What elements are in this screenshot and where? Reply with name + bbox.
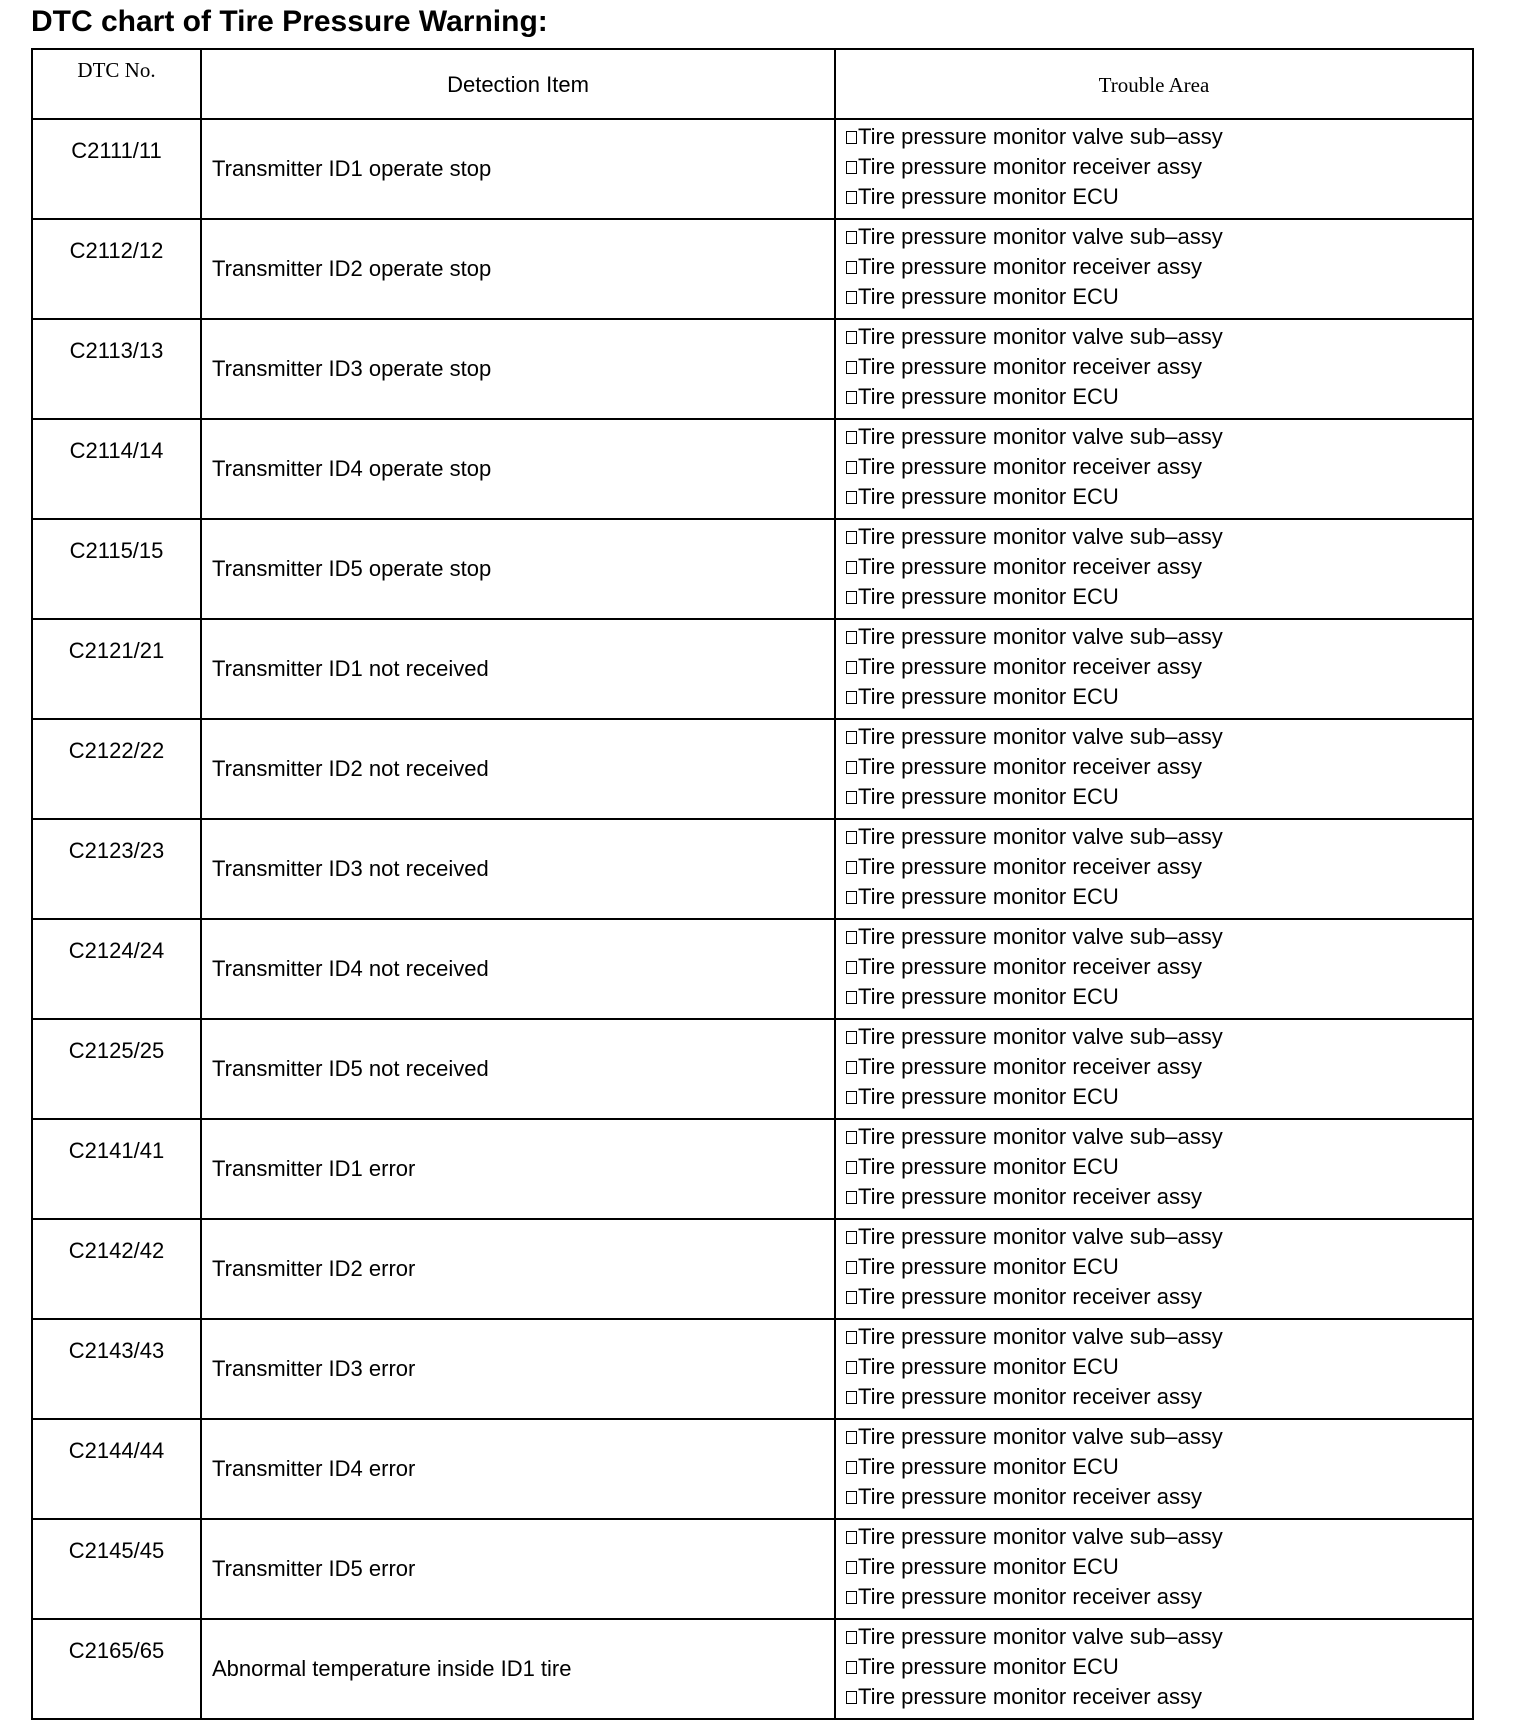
- trouble-area-item: [846, 1082, 1472, 1112]
- checkbox-icon: [846, 831, 857, 844]
- trouble-area-text: Tire pressure monitor ECU: [858, 284, 1119, 309]
- dtc-code: C2121/21: [32, 619, 201, 719]
- trouble-area-text: Tire pressure monitor receiver assy: [858, 854, 1202, 879]
- checkbox-icon: [846, 1361, 857, 1374]
- table-row: [32, 719, 1473, 819]
- trouble-area-cell: [835, 1419, 1473, 1519]
- detection-item: Transmitter ID3 operate stop: [201, 319, 835, 419]
- checkbox-icon: [846, 1591, 857, 1604]
- trouble-area-text: Tire pressure monitor receiver assy: [858, 1684, 1202, 1709]
- checkbox-icon: [846, 561, 857, 574]
- checkbox-icon: [846, 1091, 857, 1104]
- trouble-area-item: [846, 1552, 1472, 1582]
- checkbox-icon: [846, 161, 857, 174]
- trouble-area-item: [846, 182, 1472, 212]
- dtc-code: C2143/43: [32, 1319, 201, 1419]
- table-row: [32, 219, 1473, 319]
- dtc-code: C2111/11: [32, 119, 201, 219]
- checkbox-icon: [846, 1631, 857, 1644]
- trouble-area-item: [846, 1682, 1472, 1712]
- trouble-area-item: [846, 352, 1472, 382]
- checkbox-icon: [846, 1691, 857, 1704]
- table-row: [32, 1419, 1473, 1519]
- trouble-area-text: Tire pressure monitor valve sub–assy: [858, 524, 1223, 549]
- checkbox-icon: [846, 261, 857, 274]
- trouble-area-cell: [835, 1619, 1473, 1719]
- checkbox-icon: [846, 391, 857, 404]
- detection-item: Transmitter ID3 error: [201, 1319, 835, 1419]
- checkbox-icon: [846, 1191, 857, 1204]
- trouble-area-text: Tire pressure monitor valve sub–assy: [858, 724, 1223, 749]
- dtc-code: C2145/45: [32, 1519, 201, 1619]
- trouble-area-item: [846, 482, 1472, 512]
- detection-item: Transmitter ID1 operate stop: [201, 119, 835, 219]
- trouble-area-text: Tire pressure monitor valve sub–assy: [858, 824, 1223, 849]
- detection-item: Transmitter ID2 error: [201, 1219, 835, 1319]
- trouble-area-item: [846, 1452, 1472, 1482]
- trouble-area-text: Tire pressure monitor valve sub–assy: [858, 1224, 1223, 1249]
- dtc-code: C2144/44: [32, 1419, 201, 1519]
- trouble-area-text: Tire pressure monitor ECU: [858, 884, 1119, 909]
- detection-item: Transmitter ID1 not received: [201, 619, 835, 719]
- trouble-area-item: [846, 822, 1472, 852]
- dtc-code: C2114/14: [32, 419, 201, 519]
- checkbox-icon: [846, 1431, 857, 1444]
- dtc-code: C2113/13: [32, 319, 201, 419]
- trouble-area-item: [846, 252, 1472, 282]
- checkbox-icon: [846, 631, 857, 644]
- trouble-area-item: [846, 682, 1472, 712]
- trouble-area-item: [846, 752, 1472, 782]
- trouble-area-text: Tire pressure monitor receiver assy: [858, 1184, 1202, 1209]
- checkbox-icon: [846, 491, 857, 504]
- dtc-code: C2123/23: [32, 819, 201, 919]
- column-header-detection-item: Detection Item: [201, 49, 835, 119]
- detection-item: Transmitter ID4 operate stop: [201, 419, 835, 519]
- checkbox-icon: [846, 1161, 857, 1174]
- trouble-area-text: Tire pressure monitor valve sub–assy: [858, 1024, 1223, 1049]
- checkbox-icon: [846, 1491, 857, 1504]
- checkbox-icon: [846, 791, 857, 804]
- trouble-area-text: Tire pressure monitor receiver assy: [858, 1054, 1202, 1079]
- trouble-area-text: Tire pressure monitor valve sub–assy: [858, 624, 1223, 649]
- trouble-area-text: Tire pressure monitor valve sub–assy: [858, 1624, 1223, 1649]
- checkbox-icon: [846, 961, 857, 974]
- trouble-area-item: [846, 382, 1472, 412]
- trouble-area-text: Tire pressure monitor ECU: [858, 1554, 1119, 1579]
- trouble-area-item: [846, 652, 1472, 682]
- checkbox-icon: [846, 991, 857, 1004]
- trouble-area-item: [846, 322, 1472, 352]
- checkbox-icon: [846, 661, 857, 674]
- trouble-area-text: Tire pressure monitor receiver assy: [858, 1584, 1202, 1609]
- table-row: [32, 1219, 1473, 1319]
- trouble-area-cell: [835, 519, 1473, 619]
- checkbox-icon: [846, 431, 857, 444]
- checkbox-icon: [846, 1391, 857, 1404]
- trouble-area-item: [846, 622, 1472, 652]
- trouble-area-text: Tire pressure monitor valve sub–assy: [858, 1324, 1223, 1349]
- trouble-area-cell: [835, 1219, 1473, 1319]
- trouble-area-text: Tire pressure monitor ECU: [858, 1454, 1119, 1479]
- trouble-area-item: [846, 782, 1472, 812]
- trouble-area-text: Tire pressure monitor valve sub–assy: [858, 1424, 1223, 1449]
- trouble-area-text: Tire pressure monitor valve sub–assy: [858, 1124, 1223, 1149]
- checkbox-icon: [846, 361, 857, 374]
- checkbox-icon: [846, 1561, 857, 1574]
- trouble-area-item: [846, 122, 1472, 152]
- checkbox-icon: [846, 1531, 857, 1544]
- trouble-area-cell: [835, 1519, 1473, 1619]
- table-row: [32, 419, 1473, 519]
- trouble-area-item: [846, 1352, 1472, 1382]
- checkbox-icon: [846, 331, 857, 344]
- trouble-area-cell: [835, 1319, 1473, 1419]
- trouble-area-cell: [835, 319, 1473, 419]
- table-row: [32, 519, 1473, 619]
- trouble-area-item: [846, 552, 1472, 582]
- trouble-area-text: Tire pressure monitor receiver assy: [858, 454, 1202, 479]
- dtc-code: C2124/24: [32, 919, 201, 1019]
- trouble-area-text: Tire pressure monitor ECU: [858, 1154, 1119, 1179]
- detection-item: Transmitter ID2 operate stop: [201, 219, 835, 319]
- trouble-area-text: Tire pressure monitor receiver assy: [858, 154, 1202, 179]
- detection-item: Transmitter ID5 not received: [201, 1019, 835, 1119]
- trouble-area-text: Tire pressure monitor receiver assy: [858, 1384, 1202, 1409]
- trouble-area-item: [846, 582, 1472, 612]
- trouble-area-text: Tire pressure monitor receiver assy: [858, 654, 1202, 679]
- trouble-area-item: [846, 1152, 1472, 1182]
- trouble-area-text: Tire pressure monitor ECU: [858, 784, 1119, 809]
- detection-item: Transmitter ID4 error: [201, 1419, 835, 1519]
- table-row: [32, 1519, 1473, 1619]
- dtc-code: C2125/25: [32, 1019, 201, 1119]
- trouble-area-item: [846, 1422, 1472, 1452]
- table-row: [32, 1119, 1473, 1219]
- checkbox-icon: [846, 1291, 857, 1304]
- trouble-area-item: [846, 522, 1472, 552]
- checkbox-icon: [846, 461, 857, 474]
- detection-item: Transmitter ID5 error: [201, 1519, 835, 1619]
- checkbox-icon: [846, 1261, 857, 1274]
- trouble-area-text: Tire pressure monitor receiver assy: [858, 954, 1202, 979]
- table-row: [32, 319, 1473, 419]
- table-header-row: [32, 49, 1473, 119]
- trouble-area-item: [846, 1382, 1472, 1412]
- trouble-area-item: [846, 882, 1472, 912]
- checkbox-icon: [846, 591, 857, 604]
- trouble-area-item: [846, 1622, 1472, 1652]
- detection-item: Transmitter ID5 operate stop: [201, 519, 835, 619]
- table-row: [32, 819, 1473, 919]
- trouble-area-text: Tire pressure monitor ECU: [858, 1654, 1119, 1679]
- checkbox-icon: [846, 1131, 857, 1144]
- dtc-code: C2141/41: [32, 1119, 201, 1219]
- trouble-area-cell: [835, 719, 1473, 819]
- trouble-area-text: Tire pressure monitor valve sub–assy: [858, 324, 1223, 349]
- trouble-area-text: Tire pressure monitor ECU: [858, 984, 1119, 1009]
- detection-item: Transmitter ID2 not received: [201, 719, 835, 819]
- column-header-dtc-no: DTC No.: [32, 49, 201, 119]
- dtc-code: C2115/15: [32, 519, 201, 619]
- trouble-area-item: [846, 852, 1472, 882]
- table-row: [32, 1619, 1473, 1719]
- table-row: [32, 1019, 1473, 1119]
- trouble-area-cell: [835, 119, 1473, 219]
- trouble-area-cell: [835, 819, 1473, 919]
- checkbox-icon: [846, 131, 857, 144]
- trouble-area-text: Tire pressure monitor receiver assy: [858, 1284, 1202, 1309]
- trouble-area-item: [846, 1482, 1472, 1512]
- trouble-area-item: [846, 452, 1472, 482]
- checkbox-icon: [846, 1231, 857, 1244]
- trouble-area-item: [846, 722, 1472, 752]
- checkbox-icon: [846, 1061, 857, 1074]
- trouble-area-cell: [835, 619, 1473, 719]
- trouble-area-text: Tire pressure monitor ECU: [858, 1354, 1119, 1379]
- checkbox-icon: [846, 861, 857, 874]
- trouble-area-item: [846, 1282, 1472, 1312]
- trouble-area-item: [846, 222, 1472, 252]
- trouble-area-cell: [835, 419, 1473, 519]
- trouble-area-cell: [835, 1119, 1473, 1219]
- dtc-code: C2112/12: [32, 219, 201, 319]
- checkbox-icon: [846, 231, 857, 244]
- checkbox-icon: [846, 761, 857, 774]
- checkbox-icon: [846, 691, 857, 704]
- dtc-table: [31, 48, 1474, 1720]
- trouble-area-item: [846, 922, 1472, 952]
- checkbox-icon: [846, 731, 857, 744]
- trouble-area-text: Tire pressure monitor valve sub–assy: [858, 1524, 1223, 1549]
- trouble-area-text: Tire pressure monitor valve sub–assy: [858, 224, 1223, 249]
- checkbox-icon: [846, 1461, 857, 1474]
- trouble-area-item: [846, 952, 1472, 982]
- trouble-area-item: [846, 1222, 1472, 1252]
- dtc-code: C2142/42: [32, 1219, 201, 1319]
- trouble-area-item: [846, 1022, 1472, 1052]
- trouble-area-item: [846, 422, 1472, 452]
- trouble-area-text: Tire pressure monitor ECU: [858, 1254, 1119, 1279]
- checkbox-icon: [846, 891, 857, 904]
- trouble-area-item: [846, 1652, 1472, 1682]
- checkbox-icon: [846, 1661, 857, 1674]
- trouble-area-item: [846, 1122, 1472, 1152]
- trouble-area-text: Tire pressure monitor valve sub–assy: [858, 924, 1223, 949]
- table-row: [32, 119, 1473, 219]
- trouble-area-text: Tire pressure monitor receiver assy: [858, 554, 1202, 579]
- checkbox-icon: [846, 191, 857, 204]
- trouble-area-text: Tire pressure monitor receiver assy: [858, 1484, 1202, 1509]
- page-title: DTC chart of Tire Pressure Warning:: [31, 5, 548, 38]
- trouble-area-item: [846, 1322, 1472, 1352]
- table-row: [32, 919, 1473, 1019]
- trouble-area-text: Tire pressure monitor ECU: [858, 584, 1119, 609]
- table-row: [32, 1319, 1473, 1419]
- trouble-area-item: [846, 1582, 1472, 1612]
- trouble-area-item: [846, 982, 1472, 1012]
- column-header-trouble-area: Trouble Area: [835, 49, 1473, 119]
- checkbox-icon: [846, 931, 857, 944]
- trouble-area-text: Tire pressure monitor ECU: [858, 184, 1119, 209]
- checkbox-icon: [846, 1031, 857, 1044]
- table-row: [32, 619, 1473, 719]
- trouble-area-text: Tire pressure monitor receiver assy: [858, 354, 1202, 379]
- trouble-area-text: Tire pressure monitor valve sub–assy: [858, 124, 1223, 149]
- dtc-code: C2122/22: [32, 719, 201, 819]
- trouble-area-text: Tire pressure monitor receiver assy: [858, 254, 1202, 279]
- trouble-area-item: [846, 1522, 1472, 1552]
- trouble-area-text: Tire pressure monitor valve sub–assy: [858, 424, 1223, 449]
- trouble-area-item: [846, 1252, 1472, 1282]
- trouble-area-cell: [835, 219, 1473, 319]
- checkbox-icon: [846, 291, 857, 304]
- detection-item: Abnormal temperature inside ID1 tire: [201, 1619, 835, 1719]
- trouble-area-text: Tire pressure monitor ECU: [858, 684, 1119, 709]
- trouble-area-text: Tire pressure monitor ECU: [858, 1084, 1119, 1109]
- trouble-area-item: [846, 152, 1472, 182]
- checkbox-icon: [846, 1331, 857, 1344]
- dtc-code: C2165/65: [32, 1619, 201, 1719]
- trouble-area-cell: [835, 919, 1473, 1019]
- trouble-area-text: Tire pressure monitor receiver assy: [858, 754, 1202, 779]
- detection-item: Transmitter ID4 not received: [201, 919, 835, 1019]
- trouble-area-cell: [835, 1019, 1473, 1119]
- trouble-area-item: [846, 1052, 1472, 1082]
- trouble-area-text: Tire pressure monitor ECU: [858, 384, 1119, 409]
- detection-item: Transmitter ID3 not received: [201, 819, 835, 919]
- trouble-area-item: [846, 282, 1472, 312]
- trouble-area-item: [846, 1182, 1472, 1212]
- trouble-area-text: Tire pressure monitor ECU: [858, 484, 1119, 509]
- checkbox-icon: [846, 531, 857, 544]
- detection-item: Transmitter ID1 error: [201, 1119, 835, 1219]
